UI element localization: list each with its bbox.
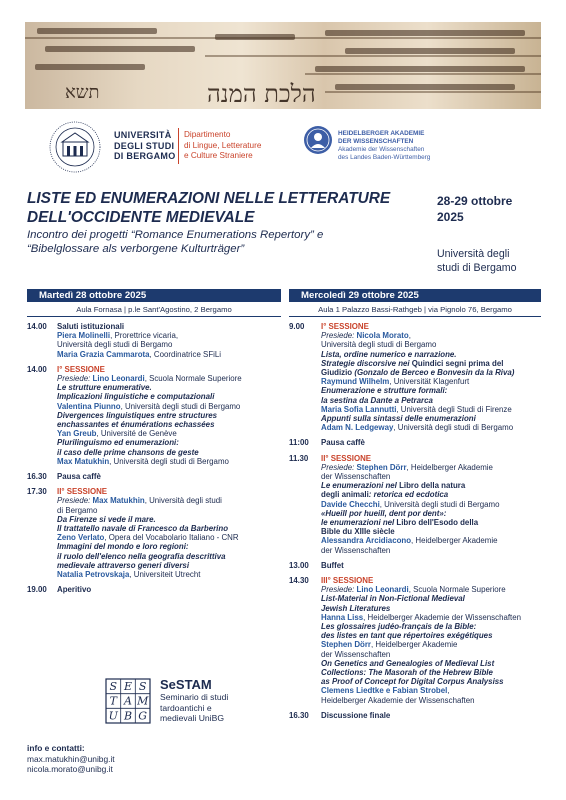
sestam-sub-line: medievali UniBG [160,713,224,724]
schedule-line [321,613,543,622]
speaker-name: Maria Grazia Cammarota [57,349,150,359]
speaker-name: Yan Greub [57,429,97,439]
schedule-text: Giudizio [321,368,355,378]
speaker-name: Valentina Piunno [57,401,121,411]
schedule-line [321,696,543,705]
schedule-line [321,686,543,695]
schedule-text: Heidelberger Akademie der Wissenschaften [321,695,475,705]
schedule-text: II° SESSIONE [57,487,108,497]
hadw-line: DER WISSENSCHAFTEN [338,138,414,145]
schedule-text: Presiede: [57,374,93,383]
schedule-time: 16.30 [289,710,309,720]
schedule-text: Quindici segni prima del [411,358,504,368]
schedule-text: Les glossaires judéo-français de la Bible: [321,622,477,632]
unibg-line: DI BERGAMO [114,151,176,161]
schedule-line [321,454,543,463]
schedule-line [57,448,283,457]
schedule-line [321,490,543,499]
schedule-text: Università degli studi di Bergamo [321,340,437,350]
schedule-text: degli animali [321,490,369,500]
schedule-text: , Università degli studi di Bergamo [120,401,241,411]
sestam-sub-line: Seminario di studi [160,692,229,702]
schedule-line [57,365,283,374]
schedule-time: 14.00 [27,364,47,374]
speaker-name: Alessandra Arcidiacono [321,536,412,546]
schedule-time: 14.30 [289,576,309,585]
schedule-line [321,546,543,555]
schedule-text: Buffet [321,560,344,570]
speaker-name: Max Matukhin [57,456,110,466]
schedule-line [321,631,543,640]
schedule-text: Immagini del mondo e loro regioni: [57,542,189,552]
unibg-seal-logo [45,120,105,174]
schedule-line [57,472,283,481]
schedule-text: Presiede: [57,496,93,506]
schedule-text: Discussione finale [321,710,391,720]
schedule-text: Aperitivo [57,585,92,595]
schedule-text: ° SESSIONE [59,364,105,374]
schedule-text: Enumerazione e strutture formali: [321,386,448,396]
hadw-line: Akademie der Wissenschaften [338,146,425,153]
schedule-text: Presiede: [321,331,357,341]
schedule-text: , [447,686,450,696]
schedule-line [321,518,543,527]
schedule-text: III° SESSIONE [321,576,374,585]
event-title [27,190,417,227]
schedule-text: , Università degli studi [144,496,222,506]
banner-word-right: הלכת המנה [207,80,316,108]
schedule-text: Divergences linguistiques entre structures [57,410,218,420]
day2-rule [289,316,541,317]
hadw-line: HEIDELBERGER AKADEMIE [338,130,425,137]
schedule-line [321,350,543,359]
schedule-time: 11.30 [289,453,309,463]
schedule-text: , Coordinatrice SFiLi [149,349,222,359]
sestam-logo-letter: S [138,680,147,693]
schedule-text: des listes en tant que répertoires exégétiques [321,631,493,641]
hadw-seal-logo [303,125,333,155]
speaker-name: Davide Checchi [321,499,380,509]
schedule-text: , Heidelberger Akademie der Wissenschaften [363,612,522,622]
sestam-sub-line: tardoantichi e [160,702,212,713]
unibg-line: DEGLI STUDI [114,140,175,151]
schedule-time: 14.00 [27,322,47,331]
schedule-line [57,331,283,340]
schedule-line [57,340,283,349]
subtitle-line: “Bibelglossare als verborgene Kulturträger” [27,243,245,255]
sestam-logo-letter: A [124,694,132,708]
event-venue [437,247,552,275]
contacts-heading: info e contatti: [27,743,85,753]
schedule-time: 9.00 [289,322,305,331]
sestam-logo-letter: G [138,709,148,723]
schedule-text: der Wissenschaften [321,545,391,555]
schedule-text: Bible du XIII [321,527,367,537]
contact-email-link[interactable]: max.matukhin@unibg.it [27,753,115,764]
schedule-text: , Heidelberger Akademie [370,640,458,650]
schedule-line [321,585,543,594]
schedule-text: Appunti sulla sintassi delle enumerazioni [321,414,476,424]
schedule-line [321,423,543,432]
schedule-line [321,438,543,447]
schedule-text: II° SESSIONE [321,453,372,463]
dept-line: Dipartimento [184,130,231,139]
speaker-name: Lino Leonardi [356,585,409,595]
schedule-text: , Universität Klagenfurt [389,377,470,387]
schedule-line [321,640,543,649]
sestam-logo-letter: U [108,709,118,723]
schedule-line [321,377,543,386]
schedule-text: I° SESSIONE [321,322,369,331]
sestam-logo-letter: E [123,680,133,693]
schedule-text: der Wissenschaften [321,649,391,659]
schedule-line [321,472,543,481]
schedule-line [321,500,543,509]
day1-location: Aula Fornasa | p.le Sant'Agostino, 2 Bergamo [76,305,232,314]
schedule-time: 16.30 [27,472,47,481]
schedule-line [321,386,543,395]
schedule-line [57,487,283,496]
schedule-text: medievale attraverso generi diversi [57,560,190,570]
schedule-line [321,368,543,377]
schedule-text: Il trattatello navale di Francesco da Barberino [57,524,229,533]
schedule-text: Implicazioni linguistiche e computazionali [57,392,215,402]
sestam-logo-letter: B [123,709,133,723]
speaker-name: Natalia Petrovskaja [57,570,130,580]
venue-line: Università degli [437,248,510,260]
schedule-text: siècle [370,527,395,537]
schedule-line [57,552,283,561]
schedule-text: , Heidelberger Akademie [411,536,498,546]
logo-divider [178,128,179,164]
banner-word-left: תשא [65,82,100,103]
schedule-line [321,509,543,518]
schedule-text: , Università degli studi di Bergamo [109,456,229,466]
sestam-logo-letter: S [109,680,118,693]
schedule-line [321,463,543,472]
schedule-line [321,340,543,349]
day1-rule [27,316,281,317]
schedule-line [57,561,283,570]
hadw-line: des Landes Baden-Württemberg [338,154,431,161]
schedule-text: , Opera del Vocabolario Italiano - CNR [104,533,239,543]
schedule-line [57,438,283,447]
hadw-wordmark [338,130,430,162]
schedule-text: e [366,527,371,537]
schedule-text: Saluti istituzionali [57,322,125,331]
schedule-text: , Prorettrice vicaria, [110,331,179,341]
speaker-name: Nicola Morato [356,331,409,341]
schedule-line [321,668,543,677]
event-subtitle [27,228,397,256]
department-name [184,130,261,162]
day2-location: Aula 1 Palazzo Bassi-Rathgeb | via Pignolo 76, Bergamo [318,305,512,314]
schedule-text: I [57,364,60,374]
schedule-text: (Gonzalo de Berceo e Bonvesin da la Riva) [354,368,515,378]
schedule-time: 11:00 [289,438,309,448]
schedule-line [321,561,543,570]
schedule-text: List-Material in Non-Fictional Medieval [321,594,465,604]
schedule-line [57,533,283,542]
schedule-text: , Scuola Normale Superiore [408,585,506,595]
schedule-line [57,515,283,524]
schedule-time: 13.00 [289,560,309,570]
contacts-block [27,743,115,775]
schedule-text: Le enumerazioni nel [321,481,400,491]
schedule-text: Da Firenze si vede il mare. [57,514,156,524]
speaker-name: Clemens Liedtke e Fabian Strobel [321,686,448,696]
schedule-line [321,677,543,686]
schedule-line [321,711,543,720]
speaker-name: Maria Sofia Lannutti [321,404,397,414]
schedule-text: Pausa caffè [57,472,101,481]
schedule-text: , [408,331,411,341]
schedule-line [57,506,283,515]
schedule-text: , Heidelberger Akademie [406,462,493,472]
title-line: LISTE ED ENUMERAZIONI NELLE LETTERATURE [27,190,391,207]
schedule-line [321,594,543,603]
schedule-line [321,536,543,545]
speaker-name: Hanna Liss [321,612,364,622]
schedule-line [321,322,543,331]
schedule-line [321,576,543,585]
schedule-line [321,405,543,414]
schedule-line [321,359,543,368]
schedule-text: : retorica ed ecdotica [368,490,449,500]
schedule-line [321,331,543,340]
schedule-line [321,527,543,536]
speaker-name: Raymund Wilhelm [321,377,390,387]
schedule-line [321,414,543,423]
schedule-line [57,570,283,579]
schedule-line [321,396,543,405]
schedule-text: On Genetics and Genealogies of Medieval List [321,658,495,668]
schedule-text: , Università degli studi di Bergamo [379,499,500,509]
schedule-text: , Università degli Studi di Firenze [396,404,512,414]
sestam-logo-letter: T [109,694,117,708]
dates-line: 28-29 ottobre [437,194,513,208]
schedule-line [57,429,283,438]
schedule-text: enchassantes et énumérations echassées [57,420,215,430]
dept-line: e Culture Straniere [184,151,253,160]
schedule-line [57,411,283,420]
schedule-text: Libro della natura [399,481,466,491]
schedule-text: Jewish Literatures [321,603,391,613]
event-dates [437,193,547,225]
schedule-line [57,350,283,359]
schedule-line [57,524,283,533]
speaker-name: Max Matukhin [92,496,145,506]
schedule-line [57,374,283,383]
schedule-time: 19.00 [27,585,47,595]
schedule-line [57,402,283,411]
speaker-name: Piera Molinelli [57,331,111,341]
schedule-line [321,650,543,659]
unibg-line: UNIVERSITÀ [114,130,172,140]
schedule-line [57,585,283,594]
schedule-time: 17.30 [27,487,47,497]
manuscript-banner-image [25,22,541,109]
schedule-text: Presiede: [321,585,357,595]
schedule-text: il ruolo dell'elenco nella geografia descrittiva [57,551,226,561]
schedule-text: Le strutture enumerative. [57,383,152,393]
schedule-text: le enumerazioni nel [321,518,397,528]
speaker-name: Stephen Dörr [356,462,407,472]
schedule-text: di Bergamo [57,505,98,515]
schedule-line [57,322,283,331]
title-line: DELL'OCCIDENTE MEDIEVALE [27,208,255,226]
venue-line: studi di Bergamo [437,262,517,274]
day1-header: Martedì 28 ottobre 2025 [27,289,281,302]
unibg-wordmark [114,130,176,162]
dates-line: 2025 [437,210,464,224]
schedule-line [321,604,543,613]
schedule-text: Strategie discorsive nei [321,358,412,368]
speaker-name: Lino Leonardi [92,374,145,383]
schedule-text: Collections: The Masorah of the Hebrew Bible [321,668,493,678]
schedule-text: Università degli studi di Bergamo [57,340,173,350]
schedule-text: , Universiteit Utrecht [129,570,201,580]
schedule-line [321,659,543,668]
schedule-text: as Proof of Concept for Digital Corpus Analysiss [321,677,504,687]
dept-line: di Lingue, Letterature [184,140,262,150]
schedule-line [57,383,283,392]
sestam-logo-icon [105,678,151,724]
schedule-text: Libro dell'Esodo della [396,518,479,528]
schedule-line [57,542,283,551]
speaker-name: Zeno Verlato [57,533,105,543]
sestam-logo-letter: M [137,694,149,708]
sestam-subtitle [160,692,228,724]
schedule-line [321,481,543,490]
schedule-line [57,392,283,401]
schedule-text: , Scuola Normale Superiore [144,374,242,383]
schedule-line [57,420,283,429]
schedule-text: il caso delle prime chansons de geste [57,447,199,457]
schedule-text: Pausa caffè [321,438,365,448]
schedule-line [321,622,543,631]
schedule-text: , Université de Genève [96,429,177,439]
day2-header: Mercoledì 29 ottobre 2025 [289,289,541,302]
speaker-name: Adam N. Ledgeway [321,423,394,433]
speaker-name: Stephen Dörr [321,640,371,650]
sestam-title: SeSTAM [160,677,212,692]
contact-email-link[interactable]: nicola.morato@unibg.it [27,764,113,774]
schedule-text: der Wissenschaften [321,472,391,481]
schedule-text: la sestina da Dante a Petrarca [321,395,433,405]
schedule-text: , Università degli studi di Bergamo [393,423,514,433]
subtitle-line: Incontro dei progetti “Romance Enumerations Repertory” e [27,229,324,241]
schedule-text: Lista, ordine numerico e narrazione. [321,349,457,359]
schedule-line [57,457,283,466]
schedule-text: Plurilinguismo ed enumerazioni: [57,438,179,448]
schedule-line [57,496,283,505]
schedule-text: Presiede: [321,462,357,472]
schedule-text: «Hueill por hueill, dent por dent»: [321,508,447,518]
